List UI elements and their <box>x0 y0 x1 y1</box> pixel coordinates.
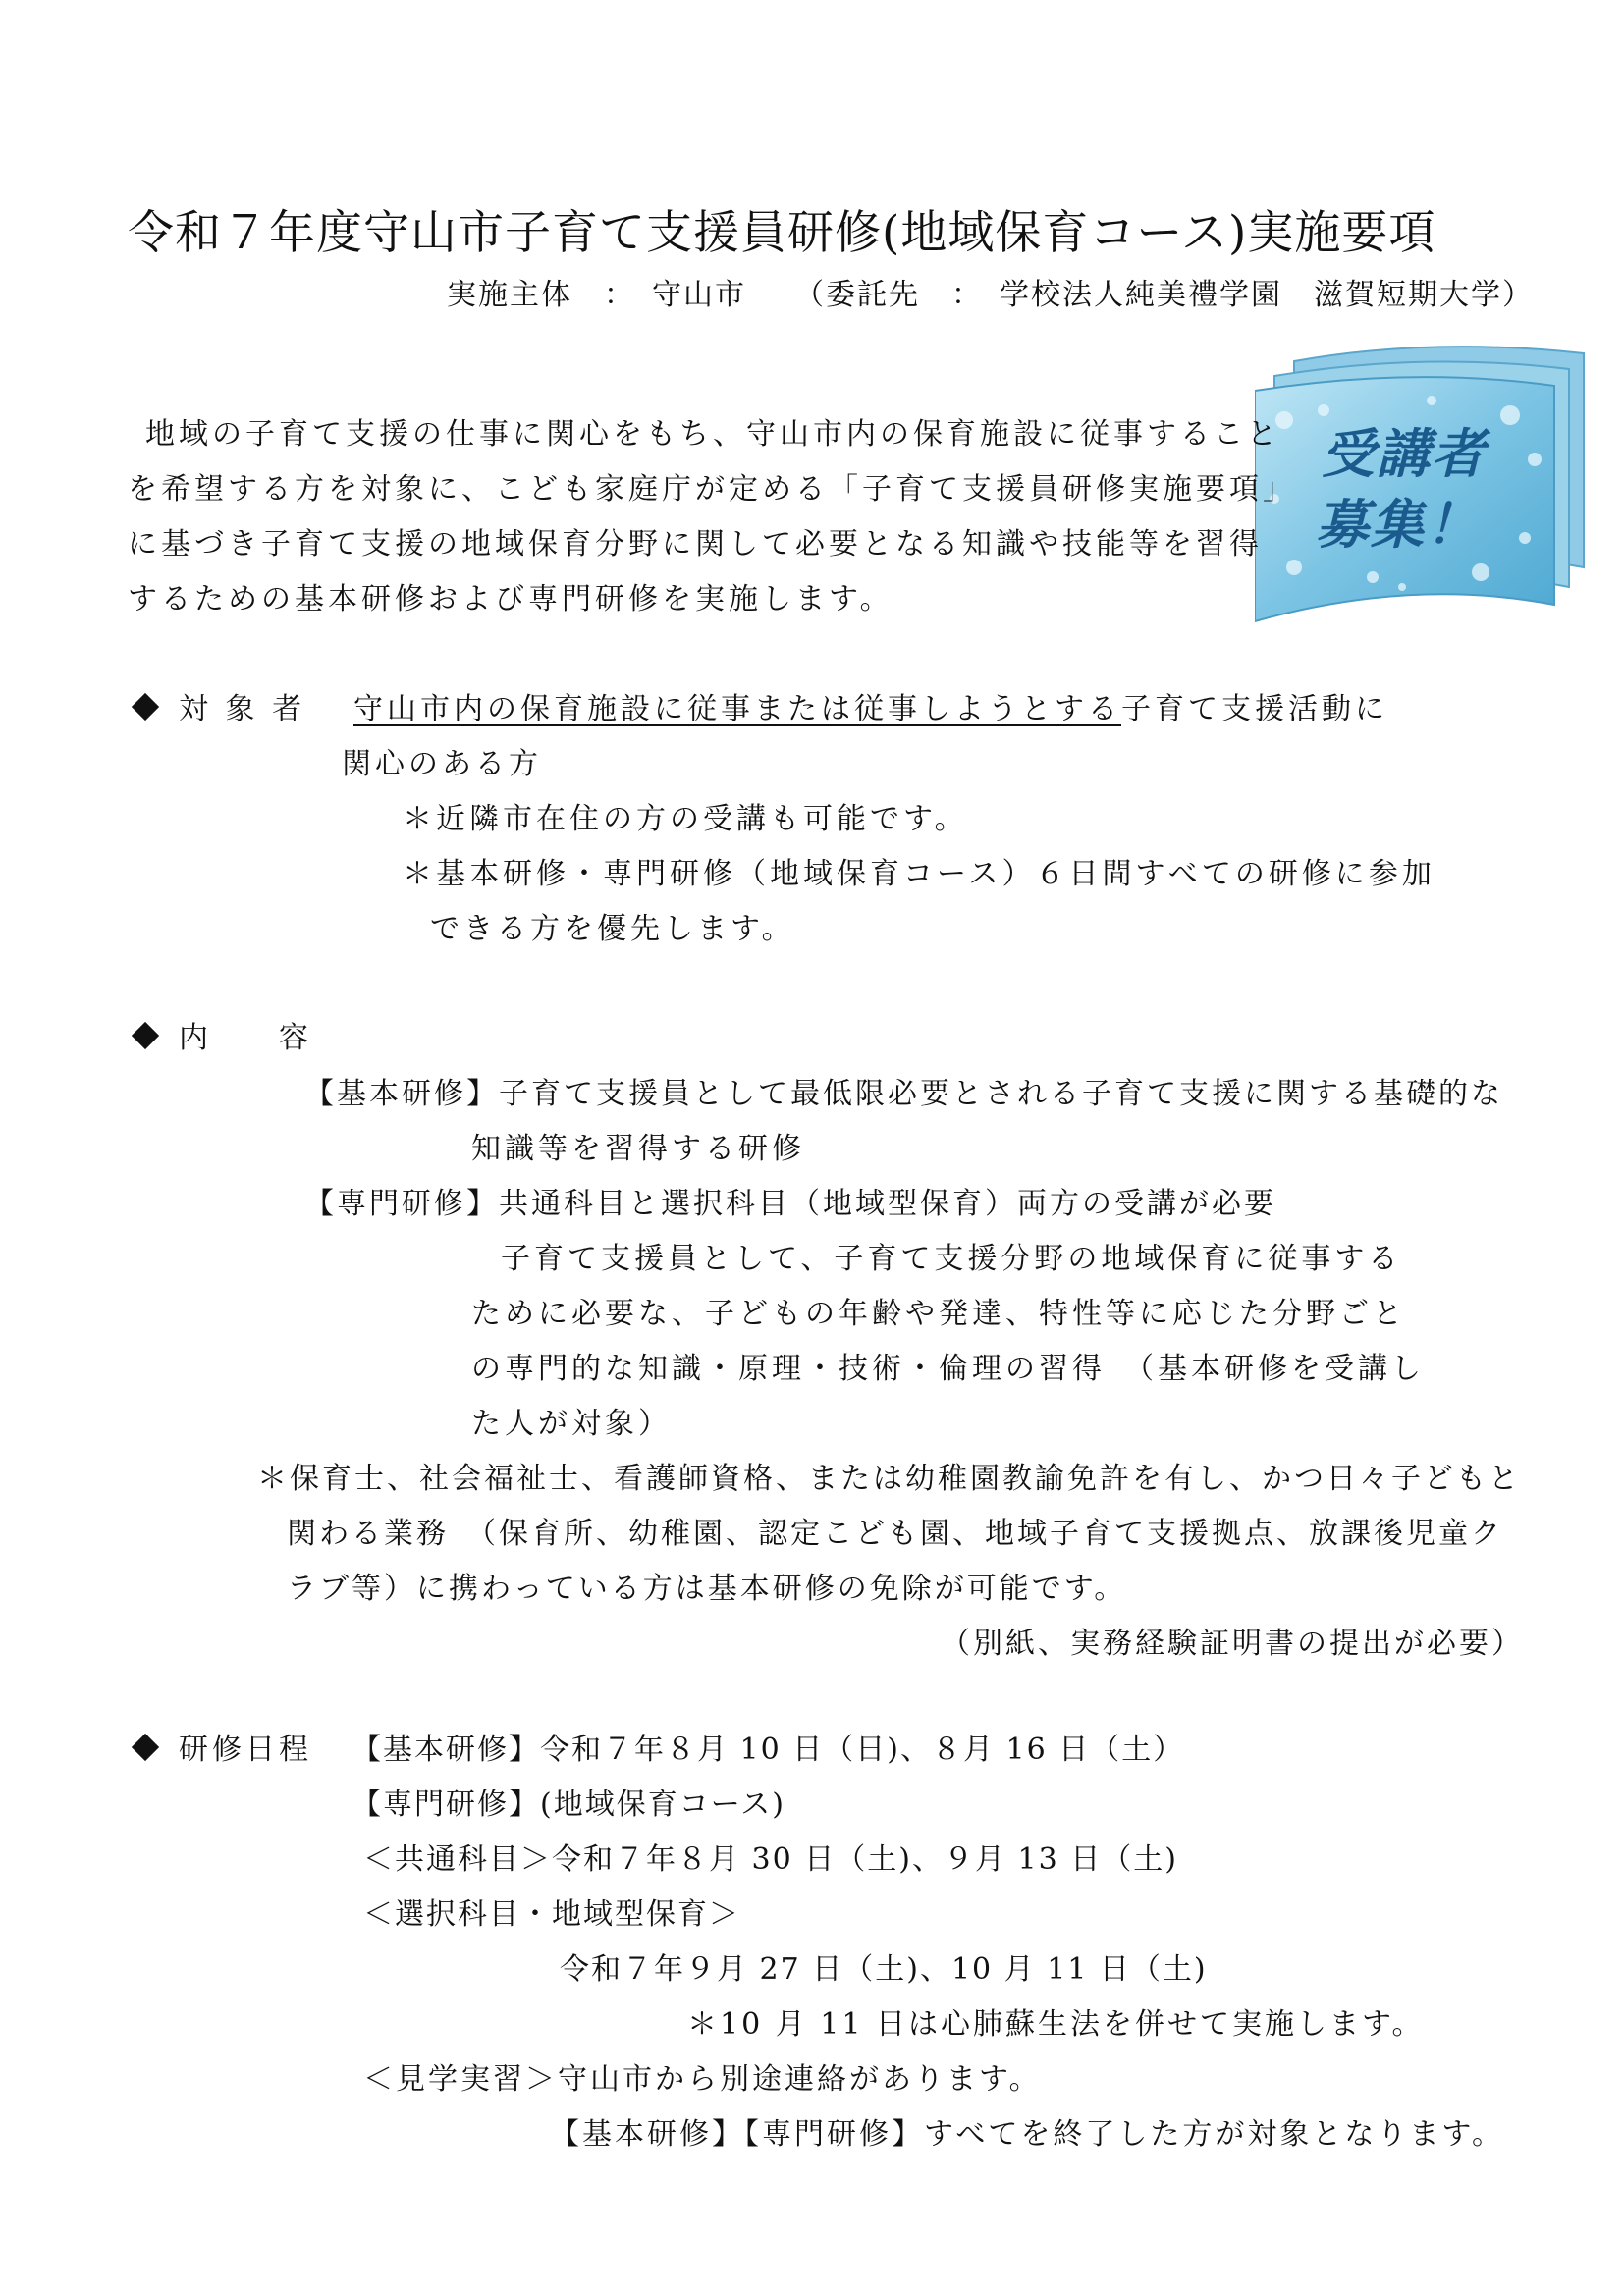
exemption-line-2: 関わる業務 （保育所、幼稚園、認定こども園、地域子育て支援拠点、放課後児童ク <box>287 1517 1503 1551</box>
diamond-bullet-icon <box>132 1734 159 1761</box>
target-heading: 対 象 者 <box>135 695 305 724</box>
recruitment-badge <box>1255 342 1594 626</box>
schedule-basic: 【基本研修】令和７年８月 10 日（日)、８月 16 日（土） <box>352 1733 1185 1767</box>
target-line-1: 守山市内の保育施設に従事または従事しようとする子育て支援活動に <box>353 692 1388 726</box>
basic-training-line-1: 【基本研修】子育て支援員として最低限必要とされる子育て支援に関する基礎的な <box>304 1077 1503 1111</box>
exemption-line-4: （別紙、実務経験証明書の提出が必要） <box>941 1627 1524 1661</box>
special-training-line-2: 子育て支援員として、子育て支援分野の地域保育に従事する <box>501 1242 1402 1276</box>
diamond-bullet-icon <box>132 693 159 721</box>
target-note-2b: できる方を優先します。 <box>430 912 795 946</box>
page-title: 令和７年度守山市子育て支援員研修(地域保育コース)実施要項 <box>128 206 1436 260</box>
exemption-line-1: ＊保育士、社会福祉士、看護師資格、または幼稚園教諭免許を有し、かつ日々子どもと <box>257 1462 1521 1496</box>
intro-line-3: に基づき子育て支援の地域保育分野に関して必要となる知識や技能等を習得 <box>128 527 1263 561</box>
special-training-line-4: の専門的な知識・原理・技術・倫理の習得 （基本研修を受講し <box>471 1352 1425 1386</box>
schedule-visit: ＜見学実習＞守山市から別途連絡があります。 <box>363 2062 1042 2097</box>
special-training-line-1: 【専門研修】共通科目と選択科目（地域型保育）両方の受講が必要 <box>304 1187 1276 1221</box>
intro-line-2: を希望する方を対象に、こども家庭庁が定める「子育て支援員研修実施要項」 <box>128 472 1296 507</box>
badge-line-1: 受講者 <box>1322 423 1487 485</box>
organizer-line: 実施主体 ： 守山市 （委託先 ： 学校法人純美禮学園 滋賀短期大学） <box>447 278 1534 312</box>
schedule-elective-dates: 令和７年９月 27 日（土)、10 月 11 日（土) <box>560 1952 1208 1987</box>
intro-line-1: 地域の子育て支援の仕事に関心をもち、守山市内の保育施設に従事すること <box>145 417 1280 452</box>
schedule-special: 【専門研修】(地域保育コース) <box>352 1788 785 1822</box>
badge-line-2: 募集！ <box>1316 494 1481 556</box>
special-training-line-5: た人が対象） <box>471 1407 672 1441</box>
exemption-line-3: ラブ等）に携わっている方は基本研修の免除が可能です。 <box>287 1572 1127 1606</box>
target-line-2: 関心のある方 <box>342 747 542 781</box>
special-training-line-3: ために必要な、子どもの年齢や発達、特性等に応じた分野ごと <box>471 1297 1406 1331</box>
target-note-2a: ＊基本研修・専門研修（地域保育コース）６日間すべての研修に参加 <box>403 857 1435 891</box>
schedule-common: ＜共通科目＞令和７年８月 30 日（土)、９月 13 日（土) <box>363 1842 1178 1877</box>
schedule-elective: ＜選択科目・地域型保育＞ <box>363 1897 740 1932</box>
basic-training-line-2: 知識等を習得する研修 <box>471 1132 805 1166</box>
intro-line-4: するための基本研修および専門研修を実施します。 <box>128 582 893 616</box>
schedule-visit-note: 【基本研修】【専門研修】すべてを終了した方が対象となります。 <box>550 2117 1504 2152</box>
target-underlined-text: 守山市内の保育施設に従事または従事しようとする <box>353 692 1121 726</box>
schedule-cpr-note: ＊10 月 11 日は心肺蘇生法を併せて実施します。 <box>687 2007 1425 2042</box>
content-heading: 内 容 <box>135 1024 312 1053</box>
target-note-1: ＊近隣市在住の方の受講も可能です。 <box>403 802 968 836</box>
diamond-bullet-icon <box>132 1022 159 1049</box>
schedule-heading: 研修日程 <box>135 1735 312 1765</box>
